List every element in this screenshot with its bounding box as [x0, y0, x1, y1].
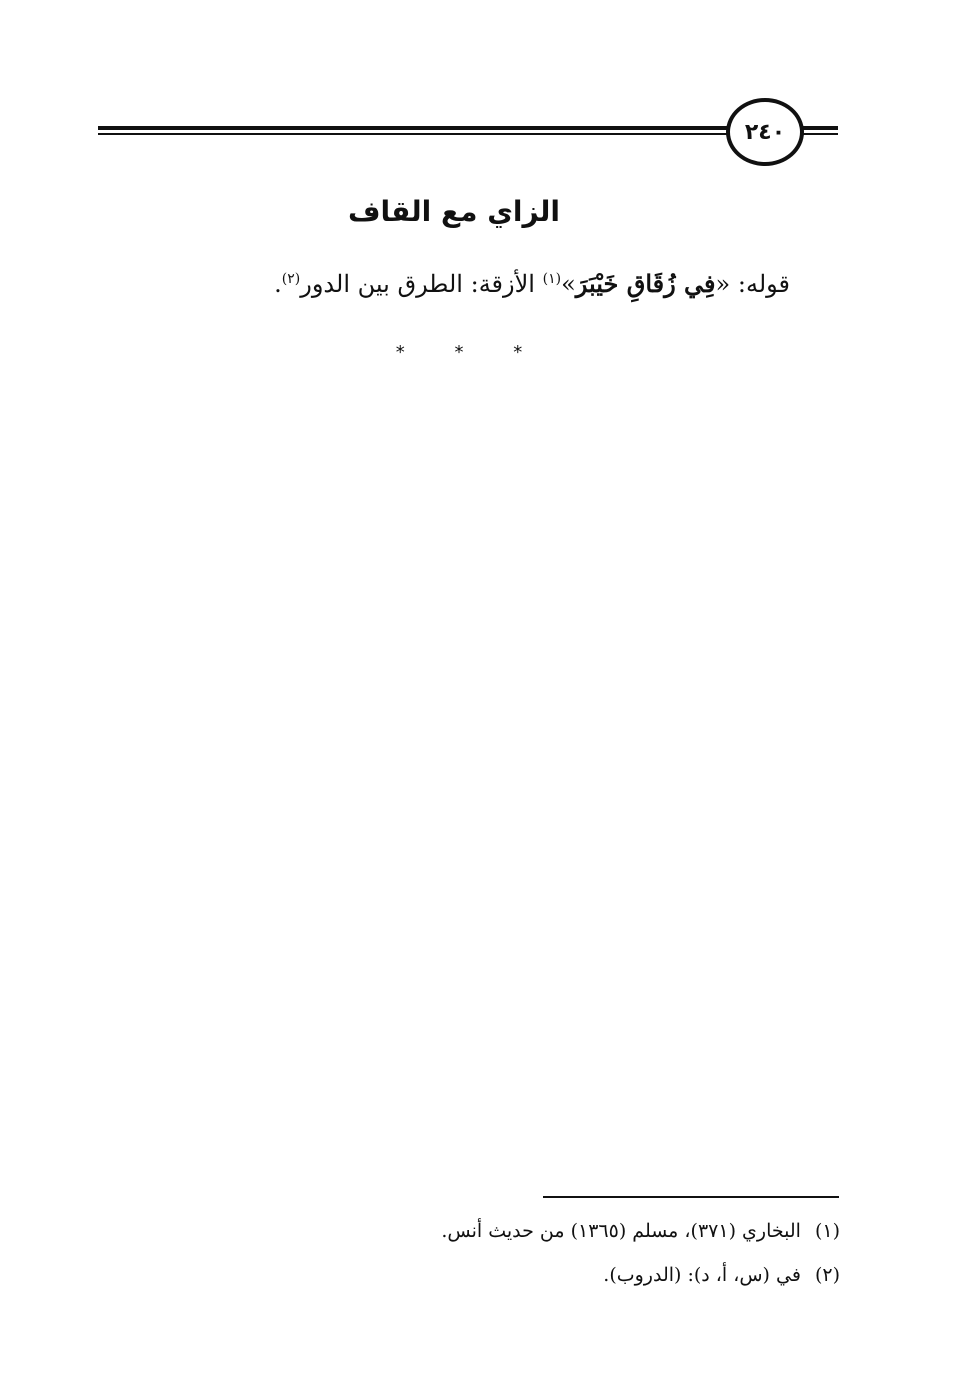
- page-number-badge: [726, 98, 804, 166]
- entry-line: [150, 262, 790, 306]
- footnote-ref-1[interactable]: (١): [542, 271, 562, 287]
- entry-end-mark: .: [274, 270, 282, 298]
- footnote-1-text: البخاري (٣٧١)، مسلم (١٣٦٥) من حديث أنس.: [441, 1220, 801, 1242]
- footnote-ref-2[interactable]: (٢): [281, 271, 301, 287]
- footnote-2-number: (٢): [814, 1264, 840, 1286]
- quoted-phrase: فِي زُقَاقِ خَيْبَرَ: [575, 269, 716, 298]
- close-quote: »: [561, 270, 576, 298]
- open-quote: «: [715, 270, 731, 298]
- section-separator: * * *: [395, 342, 545, 363]
- footnote-1: [300, 1214, 840, 1248]
- entry-explanation: الأزقة: الطرق بين الدور: [300, 270, 535, 298]
- footnote-2: [300, 1258, 840, 1292]
- footnote-1-number: (١): [814, 1220, 840, 1242]
- section-title: الزاي مع القاف: [347, 195, 560, 228]
- page-number: ٢٤٠: [744, 119, 786, 145]
- footnote-2-text: في (س، أ، د): (الدروب).: [603, 1264, 801, 1286]
- footnote-rule: [543, 1196, 839, 1198]
- entry-lead: قوله:: [737, 270, 790, 298]
